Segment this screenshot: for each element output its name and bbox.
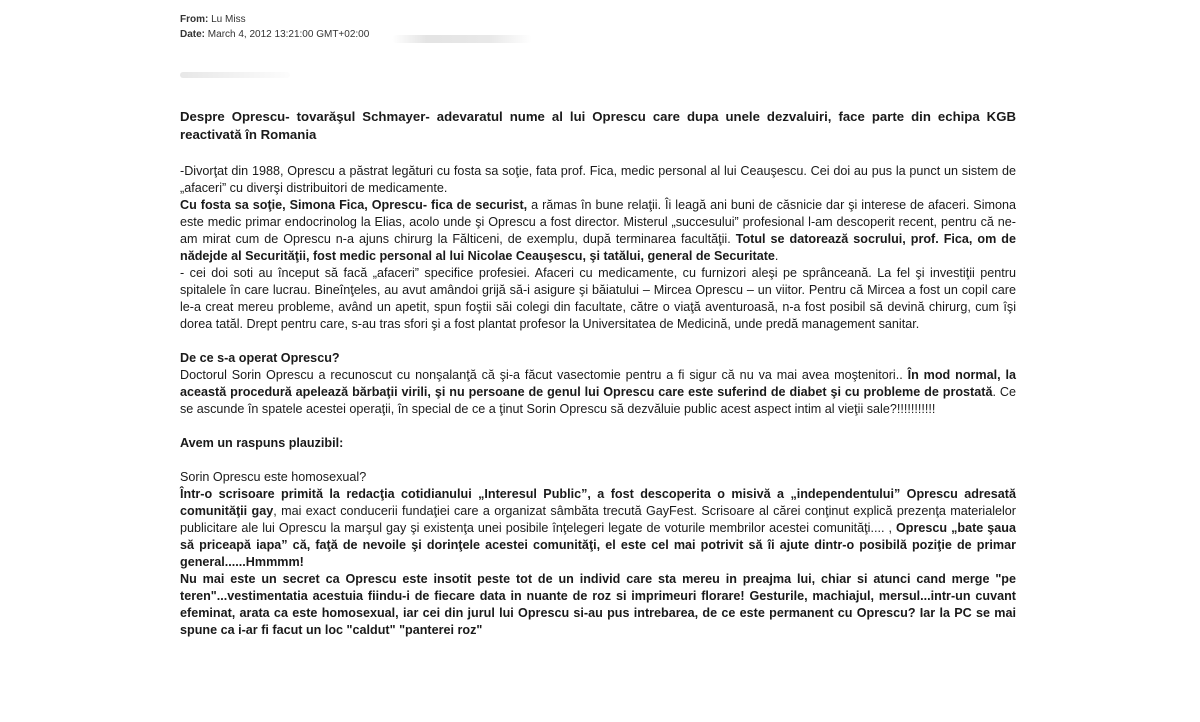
section-heading-answer: Avem un raspuns plauzibil: [180, 436, 344, 450]
article-title: Despre Oprescu- tovarăşul Schmayer- adevaratul nume al lui Oprescu care dupa unele dezvaluiri, face parte din echipa KGB reactivată în Romania [180, 109, 1016, 142]
paragraph-divorce: -Divorţat din 1988, Oprescu a păstrat legături cu fosta sa soţie, fata prof. Fica, medic personal al lui Ceauşescu. Cei doi au pus la punct un sistem de „afaceri” cu diverşi distribuitori de medicamente. [180, 164, 1016, 195]
redacted-area-2 [180, 72, 290, 78]
from-value: Lu Miss [211, 14, 246, 25]
paragraph-question: Sorin Oprescu este homosexual? [180, 470, 367, 484]
date-line [180, 27, 369, 42]
paragraph-letter [180, 486, 1016, 571]
paragraph-ex-wife [180, 197, 1016, 265]
operation-bold: În mod normal, la această procedură apelează bărbaţii virili, şi nu persoane de genul lui Oprescu care este suferind de diabet şi cu probleme de prostată [180, 368, 1016, 399]
from-label: From: [180, 14, 209, 25]
redacted-area [392, 35, 532, 43]
letter-bold-end: Oprescu „bate şaua să priceapă iapa” că, faţă de nevoile şi dorinţele acestei comunităţi, el este cel mai potrivit să îi ajute dintr-o posibilă poziţie de primar general......Hmmmm! [180, 521, 1016, 569]
father-in-law-bold: Totul se datorează socrului, prof. Fica, om de nădejde al Securităţii, fost medic personal al lui Nicolae Ceauşescu, şi tatălui, general de Securitate [180, 232, 1016, 263]
paragraph-companion: Nu mai este un secret ca Oprescu este insotit peste tot de un individ care sta mereu in preajma lui, chiar si atunci cand merge "pe teren"...vestimentatia acestuia fiindu-i de fiecare data in nuante de roz si imprimeuri florare! Gesturile, machiajul, mersul...intr-un cuvant efeminat, arata ca este homosexual, iar cei din jurul lui Oprescu si-au pus intrebarea, de ce este permanent cu Oprescu? Iar la PC se mai spune ca i-ar fi facut un loc "caldut" "panterei roz" [180, 572, 1016, 637]
paragraph-operation [180, 367, 1016, 418]
ex-wife-text-end: . [774, 249, 779, 263]
ex-wife-text: a rămas în bune relaţii. Îi leagă ani buni de căsnicie dar şi interese de afaceri. Simona este medic primar endocrinolog la Elias, acolo unde şi Oprescu a fost director. Misterul „succesului” profesional l-am descoperit recent, pentru că ne-am mirat cum de Oprescu n-a ajuns chirurg la Fălticeni, de exemplu, după terminarea facultăţii. [180, 198, 1016, 246]
email-header [180, 12, 369, 42]
date-value: March 4, 2012 13:21:00 GMT+02:00 [207, 29, 370, 40]
section-heading-operation: De ce s-a operat Oprescu? [180, 351, 340, 365]
operation-text-end: . Ce se ascunde în spatele acestei operaţii, în special de ce a ţinut Sorin Oprescu să dezvăluie public acest aspect intim al vieţii sale?!!!!!!!!!!! [180, 385, 1016, 416]
article-body [180, 108, 1016, 639]
operation-text: Doctorul Sorin Oprescu a recunoscut cu nonşalanţă că şi-a făcut vasectomie pentru a fi sigur că nu va mai avea moştenitori.. [180, 368, 908, 382]
letter-text: , mai exact conducerii fundaţiei care a organizat sâmbăta trecută GayFest. Scrisoare al cărei conţinut explică prezenţa materialelor publicitare ale lui Oprescu la marşul gay şi existenţa unei posibile înţelegeri legate de voturile membrilor acestei comunităţi.... , [180, 504, 1017, 535]
letter-bold: Într-o scrisoare primită la redacţia cotidianului „Interesul Public”, a fost descoperita o misivă a „independentului” Oprescu adresată comunităţii gay [180, 487, 1016, 518]
ex-wife-bold: Cu fosta sa soţie, Simona Fica, Oprescu- fica de securist, [180, 198, 528, 212]
from-line [180, 12, 369, 27]
paragraph-business: - cei doi soti au început să facă „afaceri” specifice profesiei. Afaceri cu medicamente, cu furnizori aleşi pe sprânceană. La fel şi investiţii pentru spitalele în care lucrau. Bineînţeles, au avut amândoi grijă să-i asigure şi băiatului – Mircea Oprescu – un viitor. Pentru că Mircea a fost un copil care le-a creat mereu probleme, având un apetit, spun foştii săi colegi din facultate, către o viaţă aventuroasă, n-a fost posibil să devină chirurg, cum îşi dorea tatăl. Drept pentru care, s-au tras sfori şi a fost plantat profesor la Universitatea de Medicină, unde predă management sanitar. [180, 266, 1016, 331]
date-label: Date: [180, 29, 206, 40]
